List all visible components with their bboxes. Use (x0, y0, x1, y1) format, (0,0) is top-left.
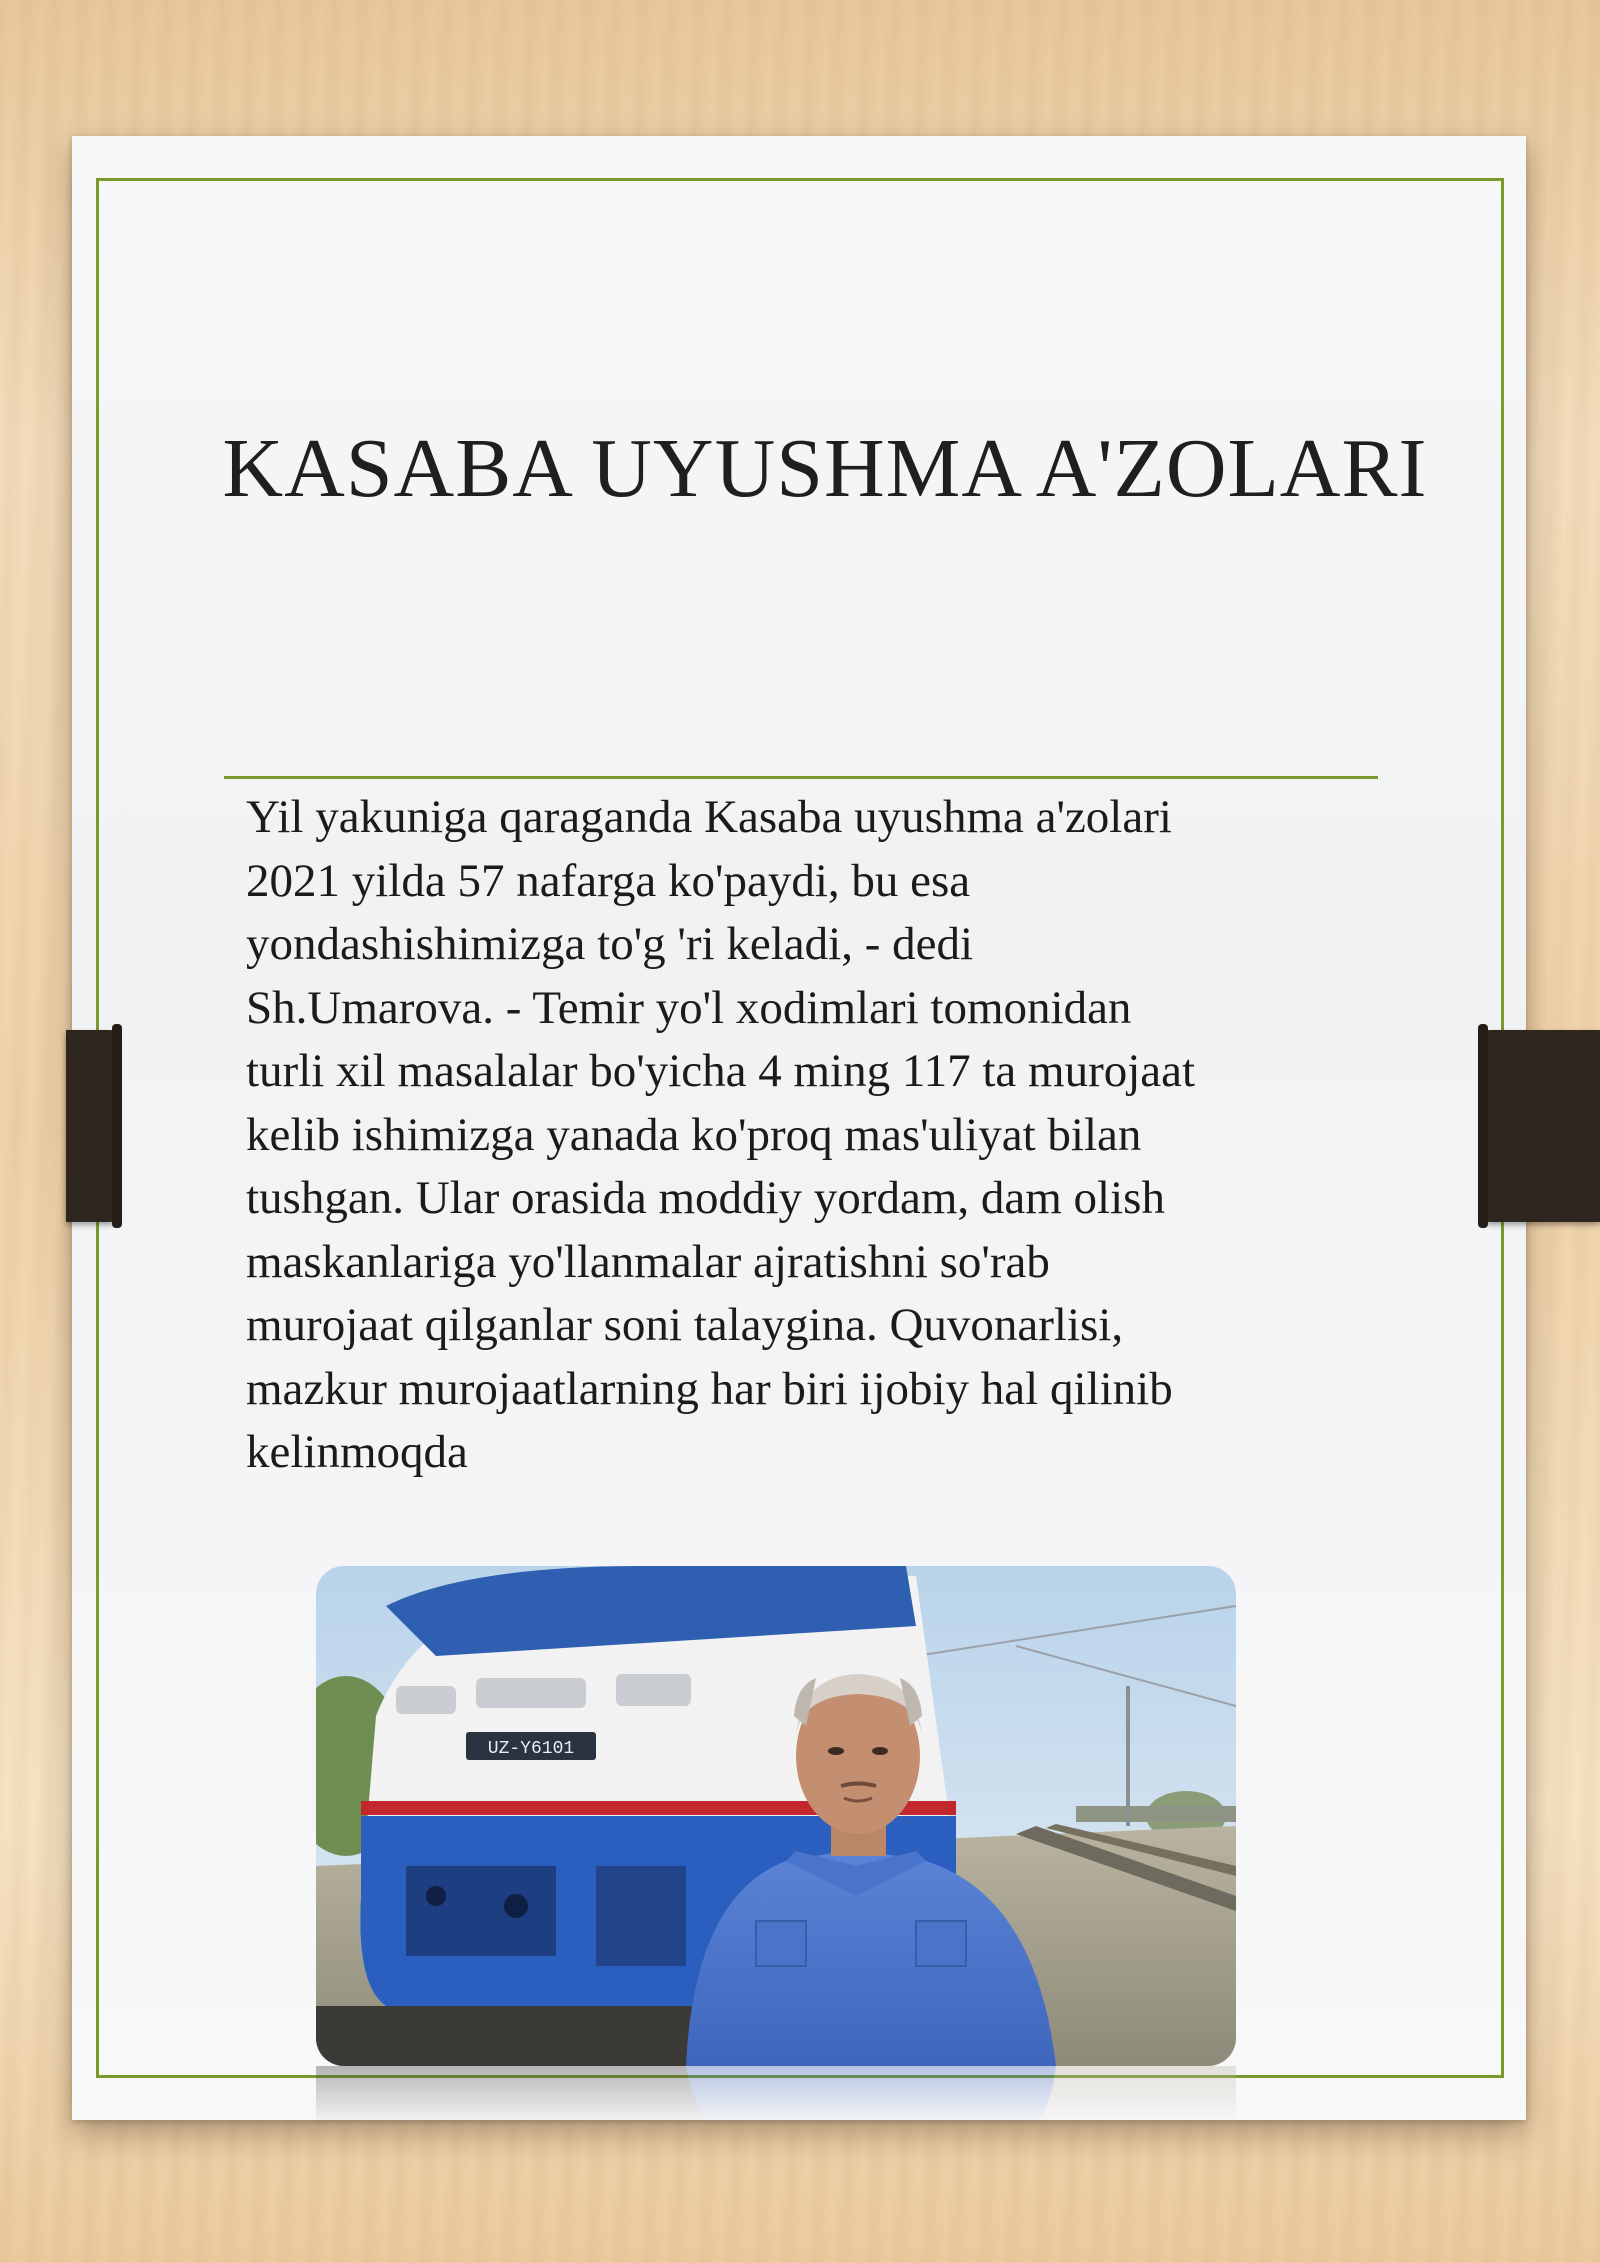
photo-reflection (316, 2066, 1236, 2126)
body-line: turli xil masalalar bo'yicha 4 ming 117 ta murojaat (246, 1045, 1196, 1097)
body-line: mazkur murojaatlarning har biri ijobiy hal qilinib (246, 1362, 1173, 1415)
body-line: Sh.Umarova. - Temir yo'l xodimlari tomonidan (246, 981, 1132, 1034)
body-line: yondashishimizga to'g 'ri keladi, - dedi (246, 918, 974, 970)
page-title: KASABA UYUSHMA A'ZOLARI (222, 422, 1428, 515)
right-strap (1482, 1030, 1600, 1222)
body-line: maskanlariga yo'llanmalar ajratishni so'rab (246, 1235, 1050, 1288)
body-line: kelinmoqda (246, 1426, 468, 1478)
body-line: tushgan. Ular orasida moddiy yordam, dam olish (246, 1172, 1165, 1224)
locomotive-number: UZ-Y6101 (487, 1739, 575, 1759)
body-line: murojaat qilganlar soni talaygina. Quvonarlisi, (246, 1299, 1124, 1351)
body-line: 2021 yilda 57 nafarga ko'paydi, bu esa (246, 854, 971, 907)
body-line: Yil yakuniga qaraganda Kasaba uyushma a'zolari (246, 791, 1172, 843)
title-divider (224, 776, 1378, 779)
body-paragraph (246, 786, 1366, 1485)
body-line: kelib ishimizga yanada ko'proq mas'uliyat bilan (246, 1108, 1142, 1161)
railway-worker-photo (316, 1566, 1236, 2066)
left-strap (66, 1030, 118, 1222)
